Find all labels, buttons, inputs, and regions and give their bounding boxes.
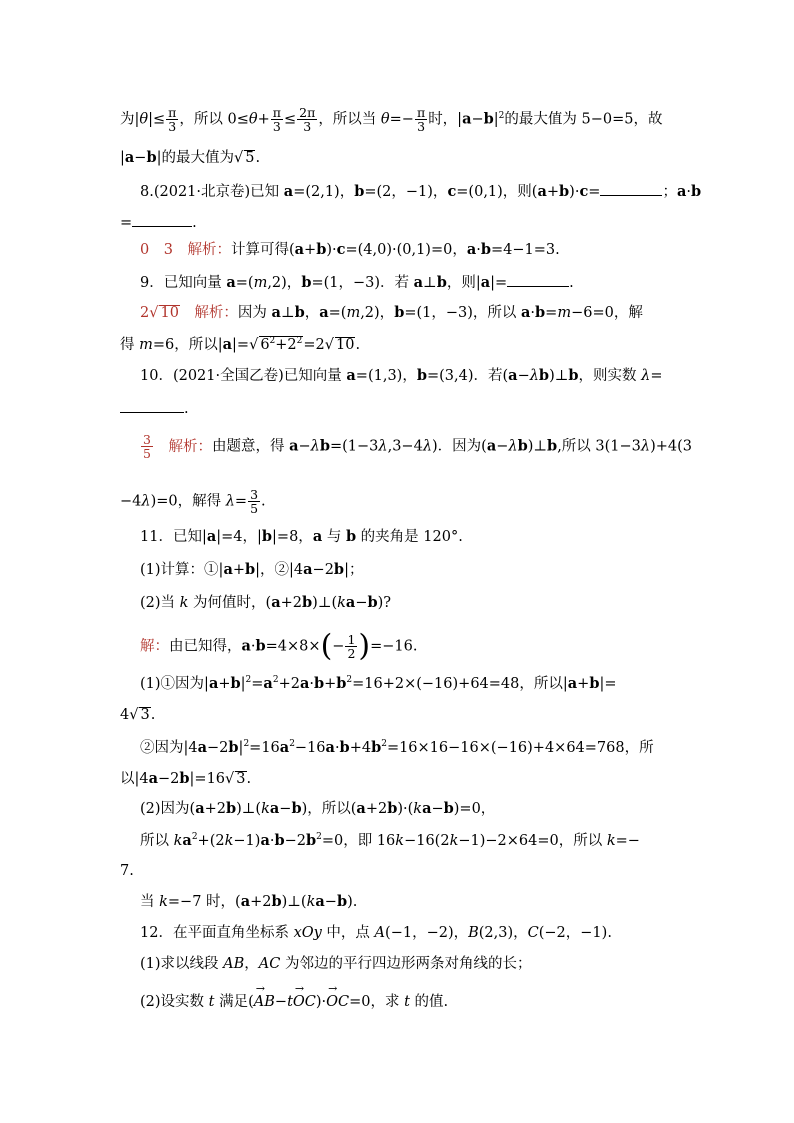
solution-11: 解：由已知得，a·b=4×8×(− $\frac{1}{2}$ )=−16.: [140, 628, 418, 664]
question-12: 12．在平面直角坐标系 xOy 中，点 A(−1，−2)，B(2,3)，C(−2，−1).: [140, 925, 612, 941]
line-1: 为|θ|≤ $\frac{\pi}{3}$ ，所以 0≤θ+ $\frac{\pi}{3}$ ≤ $\frac{2\pi}{3}$ ，所以当 θ=− $\frac{\pi}{3}$ 时，$|a-b|^2$的最大值为 5−0=5，故: [120, 105, 663, 135]
solution-11-step3: (2)因为(a+2b)⊥(ka−b)，所以(a+2b)·(ka−b)=0，: [140, 800, 496, 817]
line-2: |a−b|的最大值为√ 5.: [120, 149, 261, 166]
solution-11-step4-cont: 7.: [120, 863, 134, 879]
question-11: 11．已知|a|=4，|b|=8，a 与 b 的夹角是 120°.: [140, 528, 463, 545]
question-8-cont: = .: [120, 215, 197, 231]
question-11-part2: (2)当 k 为何值时，(a+2b)⊥(ka−b)?: [140, 594, 392, 611]
answer-9: 2√ 10 解析：因为 a⊥b，a=(m,2)，b=(1，−3)，所以 a·b=m−6=0，解: [140, 304, 643, 321]
question-11-part1: (1)计算：①|a+b|，②|4a−2b|；: [140, 561, 364, 578]
solution-11-step1: (1)①因为$|a+b|^2=a^2+2a\cdot b+b^2=16+2\times(-16)+64=48$，所以|a+b|=: [140, 674, 617, 692]
answer-10: $\frac{3}{5}$ 解析：由题意，得 a−λb=(1−3λ,3−4λ)．因为(a−λb)⊥b,所以 3(1−3λ)+4(3: [143, 432, 693, 462]
question-8: 8.(2021·北京卷)已知 a=(2,1)，b=(2，−1)，c=(0,1)，则(a+b)·c= ；a·b: [140, 183, 702, 200]
answer-9-cont: 得 m=6，所以|a|=√ $6^2+2^2=2√$ 10.: [120, 335, 361, 353]
question-10-cont: .: [120, 400, 684, 417]
solution-11-step4: 所以 $ka^2+(2k-1)a\cdot b-2b^2=0$，即 16k−16(2k−1)−2×64=0，所以 k=−: [140, 831, 640, 849]
solution-11-step5: 当 k=−7 时，(a+2b)⊥(ka−b).: [140, 893, 358, 910]
question-10: 10．(2021·全国乙卷)已知向量 a=(1,3)，b=(3,4)．若(a−λb)⊥b，则实数 λ=: [140, 367, 663, 384]
question-12-part2: (2)设实数 t 满足(→ AB−t→ OC)·→ OC=0，求 t 的值.: [140, 995, 684, 1010]
answer-10-cont: −4λ)=0，解得 λ= $\frac{3}{5}$ .: [120, 487, 266, 517]
question-9: 9．已知向量 a=(m,2)，b=(1，−3)．若 a⊥b，则|a|= .: [140, 274, 574, 291]
solution-11-step2: ②因为$|4a-2b|^2=16a^2-16a\cdot b+4b^2=16\times 16-16\times(-16)+4\times 64=768$，所: [140, 738, 654, 756]
solution-11-step1-cont: 4√ 3.: [120, 707, 156, 723]
question-12-part1: (1)求以线段 AB，AC 为邻边的平行四边形两条对角线的长；: [140, 956, 532, 972]
answer-8: 0 3 解析：计算可得(a+b)·c=(4,0)·(0,1)=0，a·b=4−1=3.: [140, 241, 560, 258]
solution-11-step2-cont: 以|4a−2b|=16√ 3.: [120, 770, 252, 787]
